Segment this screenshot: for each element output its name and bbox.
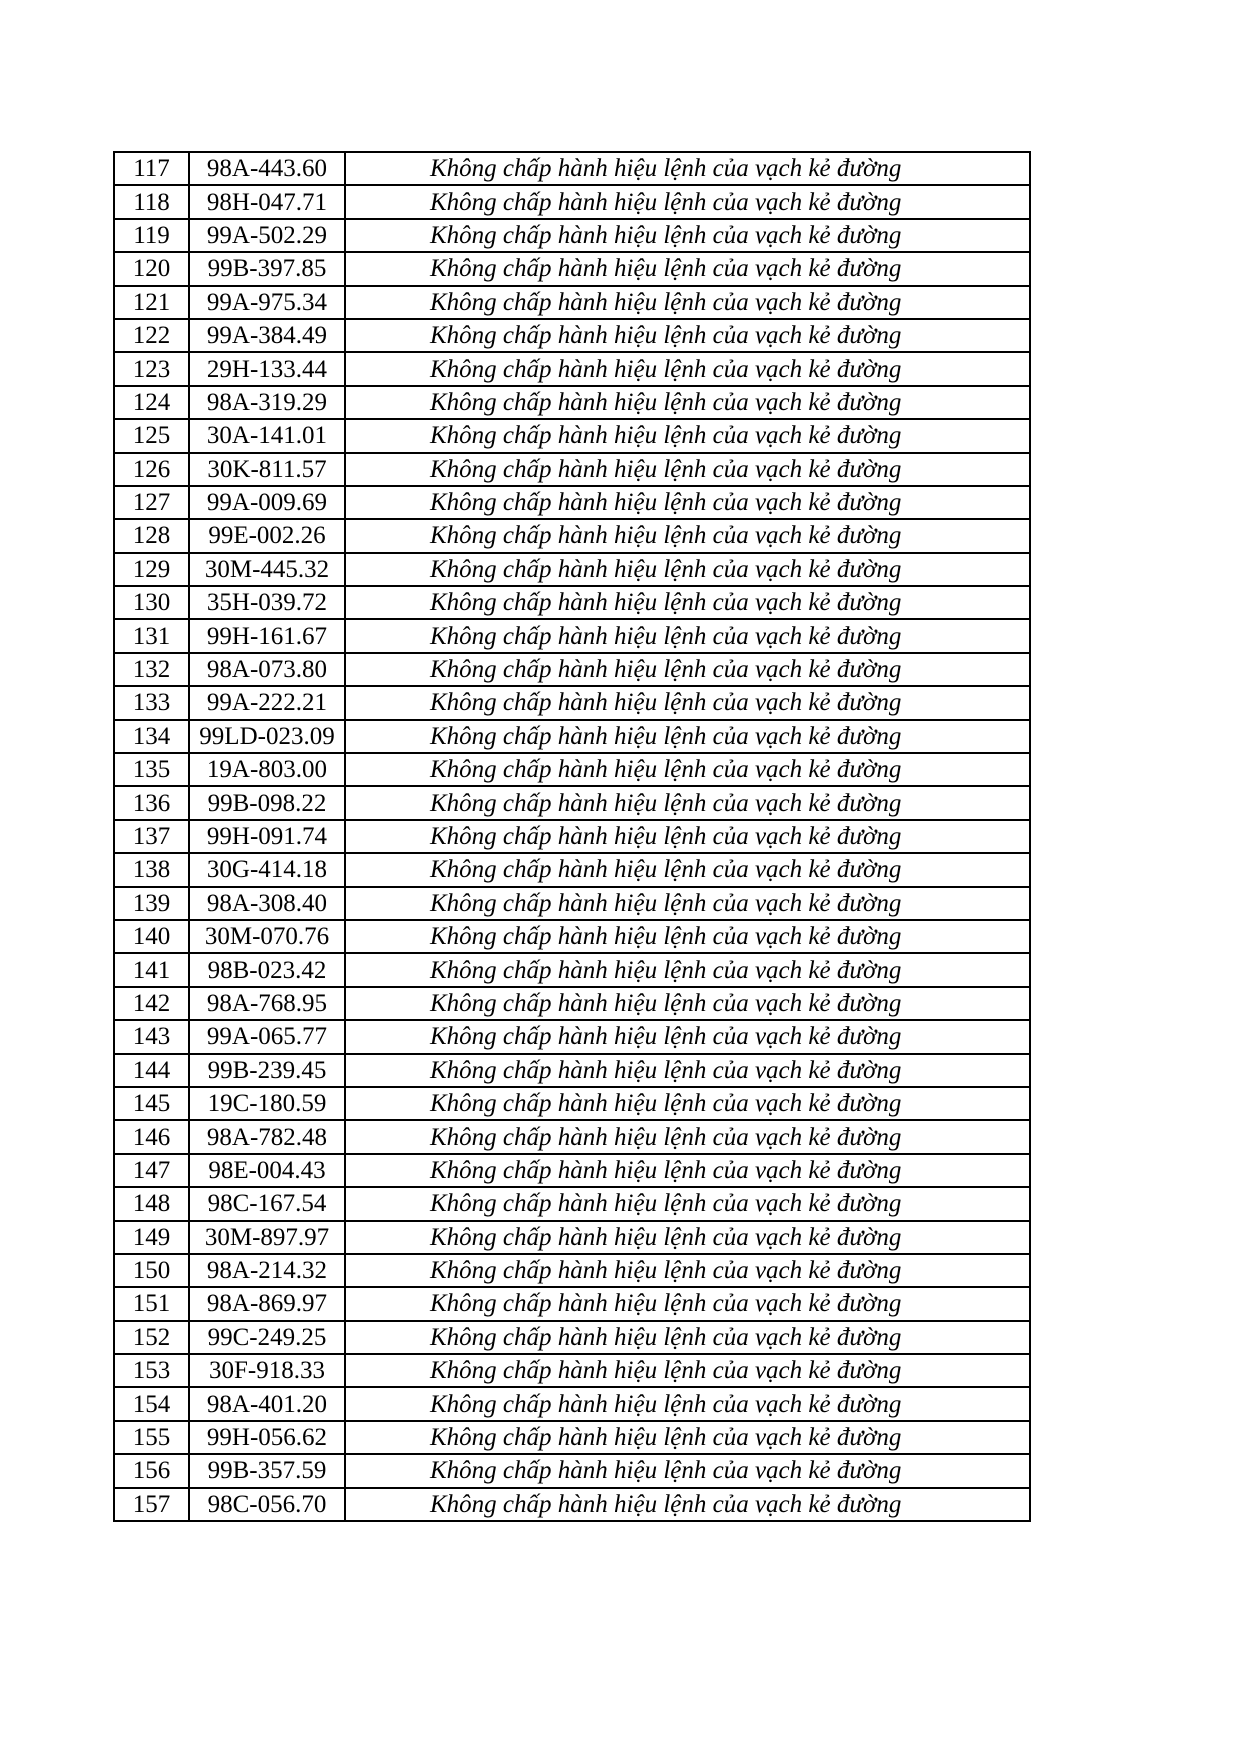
row-number-cell: 155 <box>114 1421 189 1454</box>
violation-cell: Không chấp hành hiệu lệnh của vạch kẻ đường <box>345 185 1030 218</box>
row-number-cell: 130 <box>114 586 189 619</box>
license-plate-cell: 30M-897.97 <box>189 1221 345 1254</box>
license-plate-cell: 99H-056.62 <box>189 1421 345 1454</box>
row-number-cell: 138 <box>114 853 189 886</box>
table-row <box>114 1221 1030 1254</box>
table-row <box>114 519 1030 552</box>
violation-cell: Không chấp hành hiệu lệnh của vạch kẻ đường <box>345 953 1030 986</box>
license-plate-cell: 30F-918.33 <box>189 1354 345 1387</box>
table-row <box>114 786 1030 819</box>
row-number-cell: 123 <box>114 352 189 385</box>
license-plate-cell: 99A-065.77 <box>189 1020 345 1053</box>
row-number-cell: 129 <box>114 553 189 586</box>
license-plate-cell: 98E-004.43 <box>189 1154 345 1187</box>
table-row <box>114 1488 1030 1521</box>
license-plate-cell: 29H-133.44 <box>189 352 345 385</box>
table-row <box>114 1254 1030 1287</box>
license-plate-cell: 99B-239.45 <box>189 1054 345 1087</box>
violation-cell: Không chấp hành hiệu lệnh của vạch kẻ đường <box>345 1120 1030 1153</box>
violation-cell: Không chấp hành hiệu lệnh của vạch kẻ đường <box>345 1054 1030 1087</box>
row-number-cell: 118 <box>114 185 189 218</box>
row-number-cell: 117 <box>114 152 189 185</box>
table-row <box>114 252 1030 285</box>
violation-cell: Không chấp hành hiệu lệnh của vạch kẻ đường <box>345 853 1030 886</box>
violation-cell: Không chấp hành hiệu lệnh của vạch kẻ đường <box>345 319 1030 352</box>
violation-cell: Không chấp hành hiệu lệnh của vạch kẻ đường <box>345 920 1030 953</box>
table-row <box>114 386 1030 419</box>
license-plate-cell: 98A-869.97 <box>189 1287 345 1320</box>
license-plate-cell: 99A-384.49 <box>189 319 345 352</box>
license-plate-cell: 99E-002.26 <box>189 519 345 552</box>
table-row <box>114 1387 1030 1420</box>
row-number-cell: 134 <box>114 720 189 753</box>
row-number-cell: 147 <box>114 1154 189 1187</box>
table-row <box>114 586 1030 619</box>
license-plate-cell: 99A-502.29 <box>189 219 345 252</box>
license-plate-cell: 19A-803.00 <box>189 753 345 786</box>
table-row <box>114 486 1030 519</box>
violation-cell: Không chấp hành hiệu lệnh của vạch kẻ đường <box>345 887 1030 920</box>
table-row <box>114 1321 1030 1354</box>
table-row <box>114 1054 1030 1087</box>
violation-cell: Không chấp hành hiệu lệnh của vạch kẻ đường <box>345 1454 1030 1487</box>
violation-cell: Không chấp hành hiệu lệnh của vạch kẻ đường <box>345 1087 1030 1120</box>
row-number-cell: 154 <box>114 1387 189 1420</box>
table-row <box>114 686 1030 719</box>
row-number-cell: 152 <box>114 1321 189 1354</box>
row-number-cell: 125 <box>114 419 189 452</box>
violation-cell: Không chấp hành hiệu lệnh của vạch kẻ đường <box>345 1421 1030 1454</box>
table-row <box>114 820 1030 853</box>
table-row <box>114 1120 1030 1153</box>
row-number-cell: 157 <box>114 1488 189 1521</box>
license-plate-cell: 99C-249.25 <box>189 1321 345 1354</box>
license-plate-cell: 30K-811.57 <box>189 453 345 486</box>
table-row <box>114 352 1030 385</box>
row-number-cell: 122 <box>114 319 189 352</box>
violation-cell: Không chấp hành hiệu lệnh của vạch kẻ đường <box>345 1354 1030 1387</box>
license-plate-cell: 99A-009.69 <box>189 486 345 519</box>
row-number-cell: 133 <box>114 686 189 719</box>
violation-cell: Không chấp hành hiệu lệnh của vạch kẻ đường <box>345 786 1030 819</box>
license-plate-cell: 98A-768.95 <box>189 987 345 1020</box>
license-plate-cell: 30G-414.18 <box>189 853 345 886</box>
table-row <box>114 185 1030 218</box>
table-row <box>114 653 1030 686</box>
row-number-cell: 131 <box>114 619 189 652</box>
row-number-cell: 137 <box>114 820 189 853</box>
row-number-cell: 126 <box>114 453 189 486</box>
violation-cell: Không chấp hành hiệu lệnh của vạch kẻ đường <box>345 152 1030 185</box>
table-row <box>114 1087 1030 1120</box>
violations-table <box>113 151 1031 1522</box>
table-row <box>114 887 1030 920</box>
license-plate-cell: 98A-319.29 <box>189 386 345 419</box>
license-plate-cell: 98A-443.60 <box>189 152 345 185</box>
violation-cell: Không chấp hành hiệu lệnh của vạch kẻ đường <box>345 286 1030 319</box>
row-number-cell: 156 <box>114 1454 189 1487</box>
row-number-cell: 128 <box>114 519 189 552</box>
violations-table-body <box>114 152 1030 1521</box>
license-plate-cell: 98C-056.70 <box>189 1488 345 1521</box>
license-plate-cell: 99B-397.85 <box>189 252 345 285</box>
row-number-cell: 150 <box>114 1254 189 1287</box>
table-row <box>114 619 1030 652</box>
license-plate-cell: 30A-141.01 <box>189 419 345 452</box>
violation-cell: Không chấp hành hiệu lệnh của vạch kẻ đường <box>345 1488 1030 1521</box>
license-plate-cell: 98A-782.48 <box>189 1120 345 1153</box>
violation-cell: Không chấp hành hiệu lệnh của vạch kẻ đường <box>345 1221 1030 1254</box>
table-row <box>114 1354 1030 1387</box>
violation-cell: Không chấp hành hiệu lệnh của vạch kẻ đường <box>345 553 1030 586</box>
row-number-cell: 136 <box>114 786 189 819</box>
table-row <box>114 953 1030 986</box>
license-plate-cell: 99B-357.59 <box>189 1454 345 1487</box>
violation-cell: Không chấp hành hiệu lệnh của vạch kẻ đường <box>345 453 1030 486</box>
table-row <box>114 987 1030 1020</box>
table-row <box>114 219 1030 252</box>
row-number-cell: 135 <box>114 753 189 786</box>
row-number-cell: 146 <box>114 1120 189 1153</box>
violation-cell: Không chấp hành hiệu lệnh của vạch kẻ đường <box>345 586 1030 619</box>
row-number-cell: 124 <box>114 386 189 419</box>
license-plate-cell: 98A-308.40 <box>189 887 345 920</box>
violation-cell: Không chấp hành hiệu lệnh của vạch kẻ đường <box>345 753 1030 786</box>
table-row <box>114 1187 1030 1220</box>
violation-cell: Không chấp hành hiệu lệnh của vạch kẻ đường <box>345 820 1030 853</box>
row-number-cell: 139 <box>114 887 189 920</box>
violation-cell: Không chấp hành hiệu lệnh của vạch kẻ đường <box>345 720 1030 753</box>
row-number-cell: 153 <box>114 1354 189 1387</box>
violation-cell: Không chấp hành hiệu lệnh của vạch kẻ đường <box>345 419 1030 452</box>
violation-cell: Không chấp hành hiệu lệnh của vạch kẻ đường <box>345 1154 1030 1187</box>
license-plate-cell: 35H-039.72 <box>189 586 345 619</box>
table-row <box>114 1020 1030 1053</box>
license-plate-cell: 99B-098.22 <box>189 786 345 819</box>
table-row <box>114 1154 1030 1187</box>
violation-cell: Không chấp hành hiệu lệnh của vạch kẻ đường <box>345 352 1030 385</box>
table-row <box>114 720 1030 753</box>
license-plate-cell: 98A-401.20 <box>189 1387 345 1420</box>
license-plate-cell: 30M-445.32 <box>189 553 345 586</box>
table-row <box>114 753 1030 786</box>
row-number-cell: 121 <box>114 286 189 319</box>
row-number-cell: 132 <box>114 653 189 686</box>
row-number-cell: 141 <box>114 953 189 986</box>
row-number-cell: 148 <box>114 1187 189 1220</box>
license-plate-cell: 99A-975.34 <box>189 286 345 319</box>
violation-cell: Không chấp hành hiệu lệnh của vạch kẻ đường <box>345 252 1030 285</box>
violation-cell: Không chấp hành hiệu lệnh của vạch kẻ đường <box>345 1387 1030 1420</box>
violation-cell: Không chấp hành hiệu lệnh của vạch kẻ đường <box>345 686 1030 719</box>
violation-cell: Không chấp hành hiệu lệnh của vạch kẻ đường <box>345 1287 1030 1320</box>
license-plate-cell: 98H-047.71 <box>189 185 345 218</box>
license-plate-cell: 98B-023.42 <box>189 953 345 986</box>
violation-cell: Không chấp hành hiệu lệnh của vạch kẻ đường <box>345 1187 1030 1220</box>
violation-cell: Không chấp hành hiệu lệnh của vạch kẻ đường <box>345 1020 1030 1053</box>
table-row <box>114 853 1030 886</box>
violation-cell: Không chấp hành hiệu lệnh của vạch kẻ đường <box>345 619 1030 652</box>
row-number-cell: 120 <box>114 252 189 285</box>
violation-cell: Không chấp hành hiệu lệnh của vạch kẻ đường <box>345 519 1030 552</box>
table-row <box>114 419 1030 452</box>
violation-cell: Không chấp hành hiệu lệnh của vạch kẻ đường <box>345 987 1030 1020</box>
row-number-cell: 145 <box>114 1087 189 1120</box>
table-row <box>114 152 1030 185</box>
license-plate-cell: 19C-180.59 <box>189 1087 345 1120</box>
violation-cell: Không chấp hành hiệu lệnh của vạch kẻ đường <box>345 1321 1030 1354</box>
row-number-cell: 143 <box>114 1020 189 1053</box>
license-plate-cell: 99H-161.67 <box>189 619 345 652</box>
row-number-cell: 140 <box>114 920 189 953</box>
table-row <box>114 553 1030 586</box>
row-number-cell: 142 <box>114 987 189 1020</box>
violation-cell: Không chấp hành hiệu lệnh của vạch kẻ đường <box>345 653 1030 686</box>
license-plate-cell: 30M-070.76 <box>189 920 345 953</box>
row-number-cell: 119 <box>114 219 189 252</box>
license-plate-cell: 99LD-023.09 <box>189 720 345 753</box>
license-plate-cell: 99A-222.21 <box>189 686 345 719</box>
table-row <box>114 1421 1030 1454</box>
table-row <box>114 1287 1030 1320</box>
violation-cell: Không chấp hành hiệu lệnh của vạch kẻ đường <box>345 219 1030 252</box>
row-number-cell: 151 <box>114 1287 189 1320</box>
table-row <box>114 453 1030 486</box>
row-number-cell: 149 <box>114 1221 189 1254</box>
row-number-cell: 144 <box>114 1054 189 1087</box>
license-plate-cell: 98C-167.54 <box>189 1187 345 1220</box>
table-row <box>114 286 1030 319</box>
violation-cell: Không chấp hành hiệu lệnh của vạch kẻ đường <box>345 386 1030 419</box>
violation-cell: Không chấp hành hiệu lệnh của vạch kẻ đường <box>345 486 1030 519</box>
license-plate-cell: 99H-091.74 <box>189 820 345 853</box>
table-row <box>114 1454 1030 1487</box>
license-plate-cell: 98A-214.32 <box>189 1254 345 1287</box>
license-plate-cell: 98A-073.80 <box>189 653 345 686</box>
violation-cell: Không chấp hành hiệu lệnh của vạch kẻ đường <box>345 1254 1030 1287</box>
row-number-cell: 127 <box>114 486 189 519</box>
table-row <box>114 319 1030 352</box>
table-row <box>114 920 1030 953</box>
